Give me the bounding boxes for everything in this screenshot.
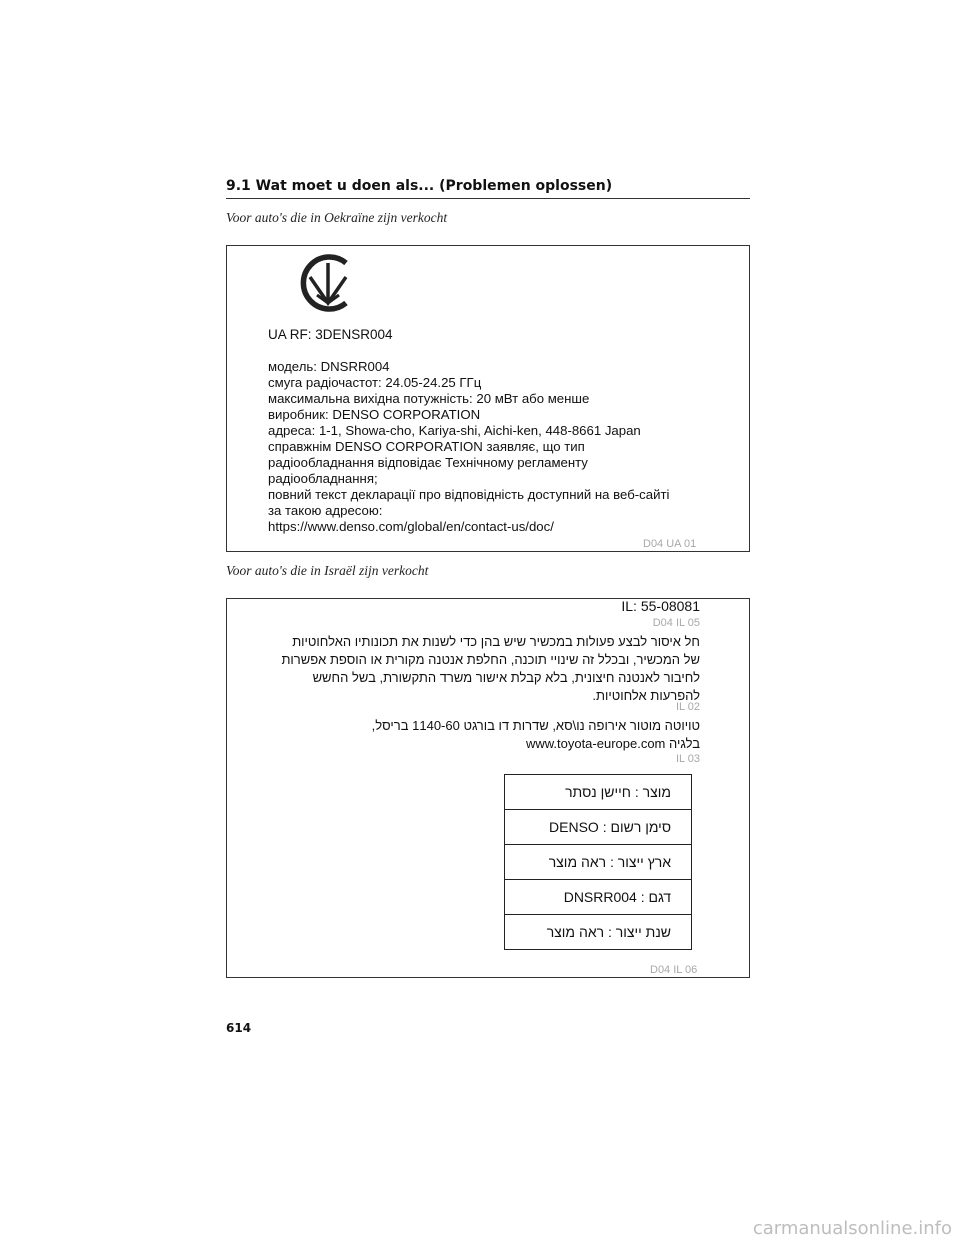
- ua-line: повний текст декларації про відповідність доступний на веб-сайті: [268, 487, 670, 502]
- il-para-line: לחיבור לאנטנה חיצונית, בלא קבלת אישור משרד התקשורת, בשל החשש: [312, 670, 700, 685]
- table-row: שנת ייצור : ראה מוצר: [546, 924, 671, 940]
- ua-line: https://www.denso.com/global/en/contact-us/doc/: [268, 519, 554, 534]
- ua-line: за такою адресою:: [268, 503, 383, 518]
- israel-caption: Voor auto's die in Israël zijn verkocht: [226, 563, 429, 578]
- ua-line: радіообладнання відповідає Технічному регламенту: [268, 455, 588, 470]
- ukrainian-conformity-mark-icon: [296, 251, 360, 315]
- ua-rf-id: UA RF: 3DENSR004: [268, 327, 393, 342]
- ukraine-caption: Voor auto's die in Oekraïne zijn verkocht: [226, 210, 448, 225]
- ua-line: смуга радіочастот: 24.05-24.25 ГГц: [268, 375, 482, 390]
- ua-line: модель: DNSRR004: [268, 359, 390, 374]
- ua-line: справжнім DENSO CORPORATION заявляє, що тип: [268, 439, 585, 454]
- ua-line: адреса: 1-1, Showa-cho, Kariya-shi, Aichi-ken, 448-8661 Japan: [268, 423, 641, 438]
- section-header: 9.1 Wat moet u doen als... (Problemen oplossen): [226, 178, 613, 194]
- page-number: 614: [226, 1021, 252, 1035]
- il-code-mid2: IL 03: [675, 753, 700, 765]
- il-code-top: D04 IL 05: [652, 617, 700, 629]
- ua-line: максимальна вихідна потужність: 20 мВт або менше: [268, 391, 590, 406]
- il-para-line: של המכשיר, ובכלל זה שינויי תוכנה, החלפת אנטנה מקורית או הוספת אפשרות: [281, 652, 700, 667]
- il-para-line: להפרעות אלחוטיות.: [592, 688, 700, 703]
- il-code-bottom: D04 IL 06: [650, 964, 698, 976]
- ua-line: радіообладнання;: [268, 471, 378, 486]
- il-address-line: טויוטה מוטור אירופה נו\סא, שדרות דו בורגט 1140-60 בריסל,: [371, 718, 700, 733]
- ua-image-code: D04 UA 01: [643, 538, 697, 550]
- header-divider: [226, 198, 750, 199]
- table-row: ארץ ייצור : ראה מוצר: [505, 845, 691, 880]
- il-para-line: חל איסור לבצע פעולות במכשיר שיש בהן כדי לשנות את תכונותיו האלחוטיות: [292, 634, 700, 649]
- watermark: carmanualsonline.info: [752, 1218, 952, 1239]
- il-address-line: בלגיה www.toyota-europe.com: [525, 736, 700, 751]
- il-number: IL: 55-08081: [621, 598, 700, 614]
- table-row: מוצר : חיישן נסתר: [505, 775, 691, 810]
- product-info-table: [504, 774, 692, 950]
- table-row: דגם : DNSRR004: [505, 880, 691, 915]
- table-row: סימן רשום : DENSO: [505, 810, 691, 845]
- il-code-mid: IL 02: [675, 701, 700, 713]
- ua-line: виробник: DENSO CORPORATION: [268, 407, 481, 422]
